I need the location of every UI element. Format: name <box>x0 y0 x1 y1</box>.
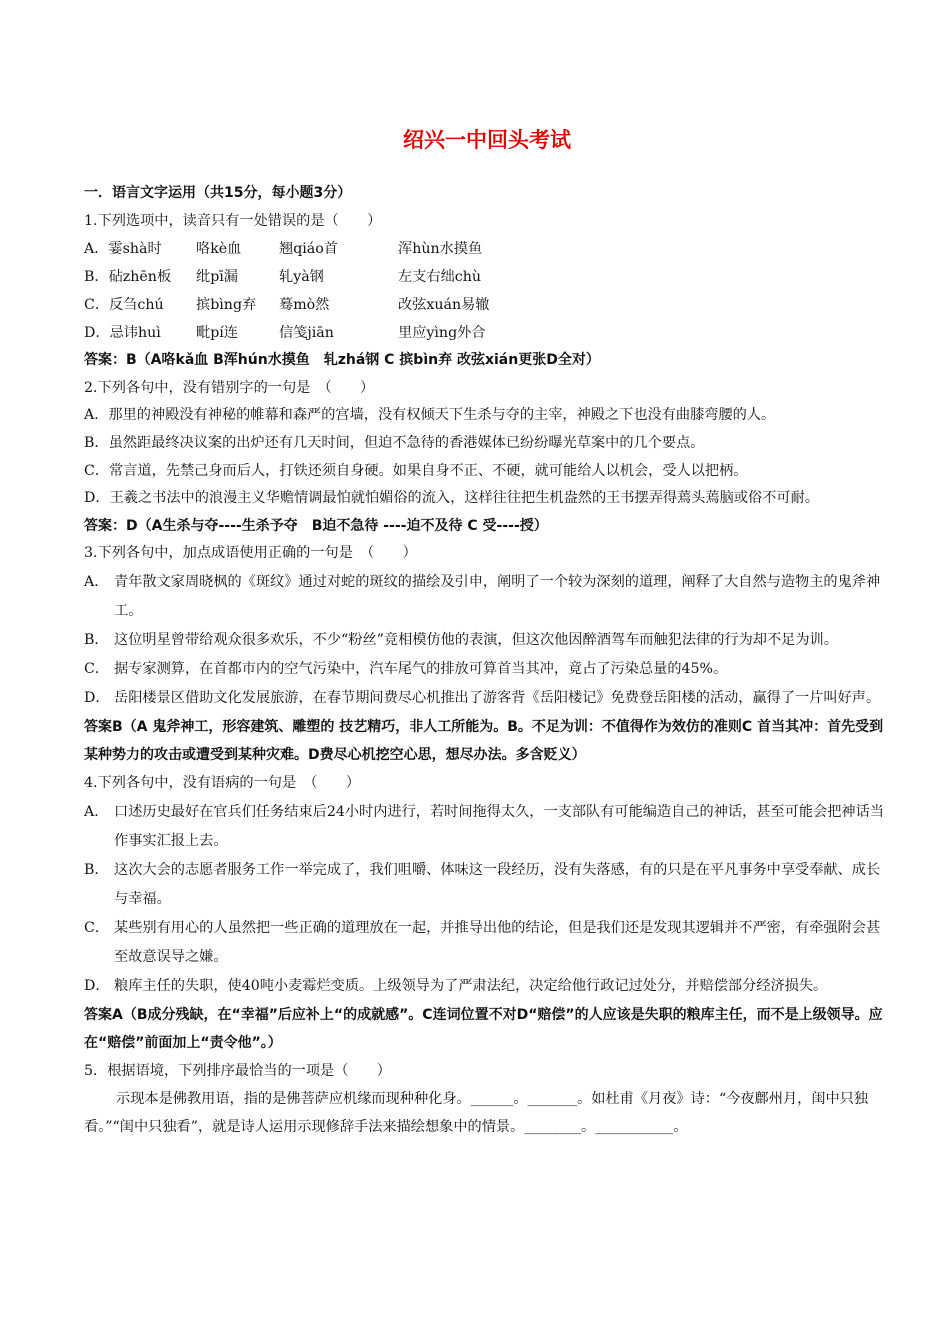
page-title: 绍兴一中回头考试 <box>403 128 571 152</box>
q1-option-d: D．忌讳huì 毗pí连 信笺jiān 里应yìng外合 <box>84 325 486 342</box>
q2-option-b: B．虽然距最终决议案的出炉还有几天时间，但迫不急待的香港媒体已纷纷曝光草案中的几个要点。 <box>84 434 705 451</box>
q4-option-b: B． 这次大会的志愿者服务工作一举完成了，我们咀嚼、体味这一段经历，没有失落感，有的只是在平凡事务中享受奉献、成长与幸福。 <box>84 861 881 907</box>
q3-option-b: B． 这位明星曾带给观众很多欢乐，不少“粉丝”竞相模仿他的表演，但这次他因醉酒驾车而触犯法律的行为却不足为训。 <box>84 631 838 648</box>
q2-option-a: A．那里的神殿没有神秘的帷幕和森严的宫墙，没有权倾天下生杀与夺的主宰，神殿之下也没有曲膝弯腰的人。 <box>84 407 776 424</box>
q4-option-d: D． 粮库主任的失职，使40吨小麦霉烂变质。上级领导为了严肃法纪，决定给他行政记过处分，并赔偿部分经济损失。 <box>84 977 828 994</box>
q1-answer: 答案：B（A咯kǎ血 B浑hún水摸鱼 轧zhá钢 C 摈bìn弃 改弦xián更张D全对） <box>84 352 600 369</box>
q2-option-c: C．常言道，先禁己身而后人，打铁还须自身硬。如果自身不正、不硬，就可能给人以机会，受人以把柄。 <box>84 462 748 479</box>
q3-option-c: C． 据专家测算，在首都市内的空气污染中，汽车尾气的排放可算首当其冲，竟占了污染总量的45%。 <box>84 660 728 677</box>
document-page <box>84 118 890 1141</box>
q4-option-c: C． 某些别有用心的人虽然把一些正确的道理放在一起，并推导出他的结论，但是我们还是发现其逻辑并不严密，有牵强附会甚至故意误导之嫌。 <box>84 919 881 965</box>
q3-answer: 答案B（A 鬼斧神工，形容建筑、雕塑的 技艺精巧，非人工所能为。B。不足为训：不值得作为效仿的准则C 首当其冲：首先受到某种势力的攻击或遭受到某种灾难。D费尽心机挖空心思，想尽办法。多含贬义） <box>84 718 884 764</box>
q2-option-d: D．王羲之书法中的浪漫主义华赡情调最怕就怕媚俗的流入，这样往往把生机盎然的王书摆弄得蔫头蔫脑或俗不可耐。 <box>84 490 819 507</box>
q1-option-a: A．霎shà时 咯kè血 翘qiáo首 浑hùn水摸鱼 <box>84 241 483 258</box>
q1-stem: 1.下列选项中，读音只有一处错误的是（ ） <box>84 212 382 229</box>
q4-stem: 4.下列各句中，没有语病的一句是 （ ） <box>84 774 361 791</box>
q4-option-a: A． 口述历史最好在官兵们任务结束后24小时内进行，若时间拖得太久，一支部队有可能编造自己的神话，甚至可能会把神话当作事实汇报上去。 <box>84 803 884 849</box>
q3-stem: 3.下列各句中，加点成语使用正确的一句是 （ ） <box>84 545 417 562</box>
q3-option-d: D． 岳阳楼景区借助文化发展旅游，在春节期间费尽心机推出了游客背《岳阳楼记》免费登岳阳楼的活动，赢得了一片叫好声。 <box>84 689 881 706</box>
q5-passage: 示现本是佛教用语，指的是佛菩萨应机缘而现种种化身。______。_______。如杜甫《月夜》诗：“今夜鄜州月，闺中只独看。”“闺中只独看”，就是诗人运用示现修辞手法来描绘想象中的情景。________。___________。 <box>84 1091 869 1136</box>
q1-option-b: B．砧zhēn板 纰pī漏 轧yà钢 左支右绌chù <box>84 269 481 286</box>
q1-option-c: C．反刍chú 摈bìng弃 蓦mò然 改弦xuán易辙 <box>84 297 490 314</box>
q2-stem: 2.下列各句中，没有错别字的一句是 （ ） <box>84 379 375 396</box>
q5-stem: 5．根据语境，下列排序最恰当的一项是（ ） <box>84 1062 391 1079</box>
q3-option-a: A． 青年散文家周晓枫的《斑纹》通过对蛇的斑纹的描绘及引申，阐明了一个较为深刻的道理，阐释了大自然与造物主的鬼斧神工。 <box>84 573 881 619</box>
q4-answer: 答案A（B成分残缺，在“幸福”后应补上“的成就感”。C连词位置不对D“赔偿”的人应该是失职的粮库主任，而不是上级领导。应在“赔偿”前面加上“责令他”。） <box>84 1006 883 1052</box>
section-heading: 一．语言文字运用（共15分，每小题3分） <box>84 185 352 201</box>
q2-answer: 答案：D（A生杀与夺----生杀予夺 B迫不急待 ----迫不及待 C 受----授） <box>84 517 548 534</box>
